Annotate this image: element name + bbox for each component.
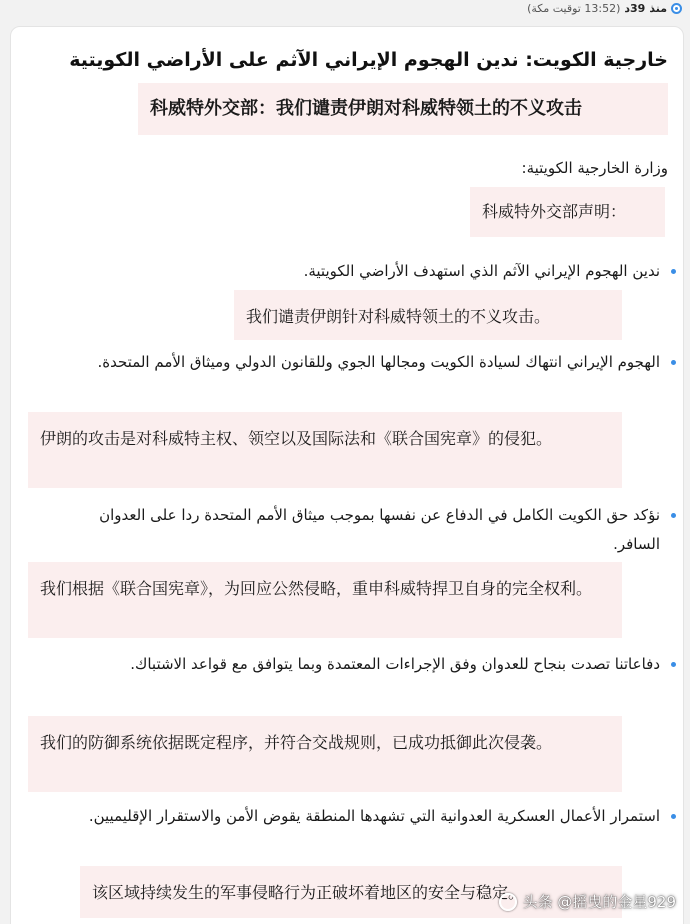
- list-item-ar: [70, 802, 660, 831]
- bullet-icon: [671, 360, 676, 365]
- point-text-ar: دفاعاتنا تصدت بنجاح للعدوان وفق الإجراءات المعتمدة وبما يتوافق مع قواعد الاشتباك.: [130, 655, 660, 673]
- bullet-icon: [671, 269, 676, 274]
- watermark: [499, 891, 676, 912]
- list-item-ar: [70, 348, 660, 377]
- ministry-label-ar: وزارة الخارجية الكويتية:: [521, 159, 668, 177]
- point-text-ar: ندين الهجوم الإيراني الآثم الذي استهدف الأراضي الكويتية.: [303, 262, 660, 280]
- watermark-text: 头条 @摇曳的金星929: [522, 893, 676, 911]
- point-text-ar: الهجوم الإيراني انتهاك لسيادة الكويت ومجالها الجوي وللقانون الدولي وميثاق الأمم المتحدة.: [97, 353, 660, 371]
- statement-translation: 科威特外交部声明：: [470, 187, 665, 237]
- timestamp-ago: 39د: [624, 1, 646, 15]
- point-translation: 我们的防御系统依据既定程序，并符合交战规则，已成功抵御此次侵袭。: [28, 716, 622, 792]
- point-text-ar: استمرار الأعمال العسكرية العدوانية التي تشهدها المنطقة يقوض الأمن والاستقرار الإقليميين.: [88, 807, 660, 825]
- bullet-icon: [671, 662, 676, 667]
- radio-dot-icon: [671, 3, 682, 14]
- platform-logo-icon: [499, 893, 517, 911]
- point-translation: 伊朗的攻击是对科威特主权、领空以及国际法和《联合国宪章》的侵犯。: [28, 412, 622, 488]
- timestamp-detail: (13:52 توقيت مكة): [527, 1, 621, 15]
- list-item-ar: [70, 650, 660, 679]
- timestamp-bar: [527, 0, 682, 16]
- headline-ar: خارجية الكويت: ندين الهجوم الإيراني الآثم على الأراضي الكويتية: [69, 49, 668, 71]
- point-translation: 我们谴责伊朗针对科威特领土的不义攻击。: [234, 290, 622, 340]
- headline-translation: 科威特外交部：我们谴责伊朗对科威特领土的不义攻击: [138, 83, 668, 135]
- timestamp-prefix: منذ: [649, 1, 667, 15]
- list-item-ar: [70, 501, 660, 559]
- bullet-icon: [671, 814, 676, 819]
- list-item-ar: [70, 257, 660, 286]
- bullet-icon: [671, 513, 676, 518]
- point-translation: 我们根据《联合国宪章》，为回应公然侵略，重申科威特捍卫自身的完全权利。: [28, 562, 622, 638]
- point-translation: 该区域持续发生的军事侵略行为正破坏着地区的安全与稳定。: [80, 866, 622, 918]
- point-text-ar: نؤكد حق الكويت الكامل في الدفاع عن نفسها بموجب ميثاق الأمم المتحدة ردا على العدوان السافر.: [99, 506, 660, 553]
